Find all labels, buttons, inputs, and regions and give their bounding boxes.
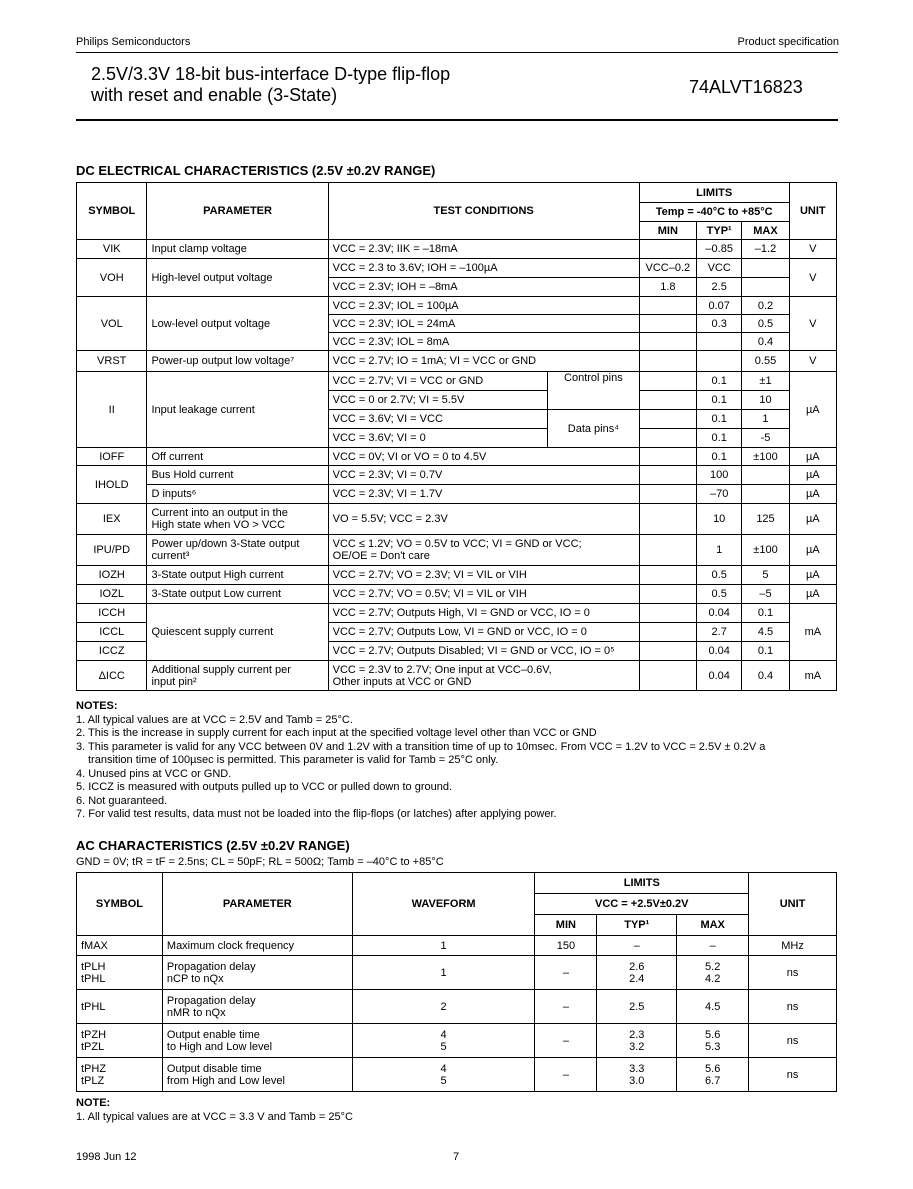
unit-cell: µA — [789, 372, 836, 448]
typ-cell: 0.04 — [697, 661, 742, 691]
typ-cell: 2.7 — [697, 623, 742, 642]
max-cell — [677, 990, 749, 1024]
dc-hdr-parameter: PARAMETER — [147, 183, 328, 240]
typ-cell: 0.1 — [697, 448, 742, 466]
header-rule-top — [76, 52, 838, 53]
parameter-cell: 3-State output High current — [147, 566, 328, 585]
max-cell — [742, 278, 789, 297]
max-cell — [677, 956, 749, 990]
table-row — [77, 535, 837, 566]
typ-cell: –70 — [697, 485, 742, 504]
symbol-cell: ΔICC — [77, 661, 147, 691]
parameter-cell — [162, 990, 352, 1024]
unit-cell: ns — [749, 990, 837, 1024]
dc-hdr-typ: TYP¹ — [697, 222, 742, 240]
parameter-line: High state when VO > VCC — [151, 519, 286, 531]
max-cell: ±100 — [742, 535, 789, 566]
unit-cell: V — [789, 351, 836, 372]
waveform-line: 1 — [440, 966, 447, 979]
waveform-cell — [352, 956, 535, 990]
condition-cell: VCC = 0 or 2.7V; VI = 5.5V — [328, 391, 547, 410]
parameter-cell: Input leakage current — [147, 372, 328, 448]
parameter-line: current³ — [151, 550, 190, 562]
max-cell — [742, 259, 789, 278]
condition-cell — [328, 661, 639, 691]
symbol-cell: VOH — [77, 259, 147, 297]
typ-cell — [597, 936, 677, 956]
unit-cell: V — [789, 259, 836, 297]
ac-hdr-vcc: VCC = +2.5V±0.2V — [535, 894, 749, 915]
symbol-cell: ICCZ — [77, 642, 147, 661]
table-row — [77, 372, 837, 391]
symbol-cell: ICCL — [77, 623, 147, 642]
min-cell — [639, 661, 696, 691]
symbol-cell: II — [77, 372, 147, 448]
condition-cell: VCC = 0V; VI or VO = 0 to 4.5V — [328, 448, 639, 466]
min-cell — [639, 240, 696, 259]
parameter-line: Current into an output in the — [151, 507, 288, 519]
max-cell: ±1 — [742, 372, 789, 391]
symbol-line: fMAX — [81, 939, 108, 952]
condition-cell: VCC = 2.3V; VI = 1.7V — [328, 485, 639, 504]
dc-hdr-unit: UNIT — [789, 183, 836, 240]
unit-cell: MHz — [749, 936, 837, 956]
dc-hdr-test-conditions: TEST CONDITIONS — [328, 183, 639, 240]
parameter-cell — [162, 956, 352, 990]
parameter-cell: 3-State output Low current — [147, 585, 328, 604]
unit-cell: µA — [789, 535, 836, 566]
parameter-line: to High and Low level — [166, 1040, 273, 1053]
min-cell — [639, 315, 696, 333]
table-row — [77, 259, 837, 278]
max-cell — [742, 485, 789, 504]
dc-hdr-max: MAX — [742, 222, 789, 240]
typ-line: 3.0 — [629, 1074, 645, 1087]
symbol-line: tPZH — [81, 1028, 107, 1041]
typ-cell — [597, 1058, 677, 1092]
unit-cell: µA — [789, 485, 836, 504]
parameter-cell: Off current — [147, 448, 328, 466]
typ-cell — [597, 990, 677, 1024]
min-cell — [639, 351, 696, 372]
condition-cell: VCC = 2.7V; Outputs Disabled; VI = GND or VCC, IO = 0⁵ — [328, 642, 639, 661]
ac-hdr-symbol: SYMBOL — [77, 873, 163, 936]
page-number: 7 — [453, 1151, 460, 1163]
parameter-cell: Power-up output low voltage⁷ — [147, 351, 328, 372]
parameter-line: Output disable time — [166, 1062, 262, 1075]
condition-cell: VCC = 2.3V; VI = 0.7V — [328, 466, 639, 485]
parameter-cell: D inputs⁶ — [147, 485, 328, 504]
symbol-cell — [77, 936, 163, 956]
max-cell: 0.2 — [742, 297, 789, 315]
dc-hdr-symbol: SYMBOL — [77, 183, 147, 240]
note-item: 6. Not guaranteed. — [76, 794, 168, 807]
condition-cell: VCC = 2.3 to 3.6V; IOH = –100µA — [328, 259, 639, 278]
parameter-cell — [162, 1024, 352, 1058]
parameter-cell: Low-level output voltage — [147, 297, 328, 351]
parameter-line: Propagation delay — [166, 960, 256, 973]
parameter-line: Output enable time — [166, 1028, 260, 1041]
table-row — [77, 240, 837, 259]
typ-cell: 0.1 — [697, 372, 742, 391]
condition-line: VCC ≤ 1.2V; VO = 0.5V to VCC; VI = GND or VCC; — [332, 538, 582, 550]
notes-title: NOTE: — [76, 1097, 111, 1109]
waveform-line: 4 — [440, 1028, 447, 1041]
max-cell — [742, 466, 789, 485]
ac-hdr-min: MIN — [535, 915, 597, 936]
min-cell: – — [535, 1058, 597, 1092]
unit-cell: µA — [789, 504, 836, 535]
ac-hdr-limits: LIMITS — [535, 873, 749, 894]
symbol-line: tPLH — [81, 960, 106, 973]
max-line: 4.5 — [705, 1000, 721, 1013]
unit-cell: mA — [789, 661, 836, 691]
min-cell: – — [535, 956, 597, 990]
parameter-line: Power up/down 3-State output — [151, 538, 300, 550]
typ-cell — [697, 351, 742, 372]
condition-line: VCC = 2.3V to 2.7V; One input at VCC–0.6V, — [332, 663, 552, 676]
typ-line: – — [633, 939, 640, 952]
dc-notes — [76, 700, 765, 822]
parameter-line: Maximum clock frequency — [166, 939, 295, 952]
waveform-line: 5 — [440, 1074, 447, 1087]
min-cell — [639, 297, 696, 315]
symbol-line: tPLZ — [81, 1074, 105, 1087]
unit-cell: V — [789, 240, 836, 259]
typ-cell: 0.1 — [697, 391, 742, 410]
condition-cell: VCC = 2.7V; VI = VCC or GND — [328, 372, 547, 391]
unit-cell: ns — [749, 1024, 837, 1058]
min-cell — [639, 485, 696, 504]
symbol-line: tPZL — [81, 1040, 105, 1053]
symbol-cell: IPU/PD — [77, 535, 147, 566]
max-line: 5.6 — [705, 1028, 721, 1041]
max-cell: –1.2 — [742, 240, 789, 259]
condition-cell: VO = 5.5V; VCC = 2.3V — [328, 504, 639, 535]
condition-cell: VCC = 2.7V; VO = 0.5V; VI = VIL or VIH — [328, 585, 639, 604]
min-cell — [639, 391, 696, 410]
ac-hdr-parameter: PARAMETER — [162, 873, 352, 936]
symbol-cell: IOZH — [77, 566, 147, 585]
note-item: 7. For valid test results, data must not be loaded into the flip-flops (or latches) after applying power. — [76, 808, 557, 820]
unit-cell: µA — [789, 585, 836, 604]
waveform-cell — [352, 1058, 535, 1092]
condition-cell: VCC = 2.3V; IOL = 24mA — [328, 315, 639, 333]
parameter-line: Propagation delay — [166, 994, 256, 1007]
parameter-line: from High and Low level — [166, 1074, 285, 1087]
max-cell — [677, 1024, 749, 1058]
parameter-cell — [147, 661, 328, 691]
dc-hdr-temp: Temp = -40°C to +85°C — [639, 203, 789, 222]
typ-cell: 10 — [697, 504, 742, 535]
typ-cell: 0.3 — [697, 315, 742, 333]
table-row — [77, 604, 837, 623]
min-cell — [639, 466, 696, 485]
typ-cell: 2.5 — [697, 278, 742, 297]
min-cell: VCC–0.2 — [639, 259, 696, 278]
max-cell: -5 — [742, 429, 789, 448]
min-cell — [639, 333, 696, 351]
waveform-line: 2 — [440, 1000, 447, 1013]
symbol-cell: IOFF — [77, 448, 147, 466]
max-cell — [677, 936, 749, 956]
max-cell: 4.5 — [742, 623, 789, 642]
table-row — [77, 585, 837, 604]
ac-hdr-max: MAX — [677, 915, 749, 936]
min-cell — [639, 535, 696, 566]
min-cell — [639, 642, 696, 661]
table-row — [77, 466, 837, 485]
symbol-cell: VRST — [77, 351, 147, 372]
min-cell — [639, 566, 696, 585]
typ-cell: 0.1 — [697, 429, 742, 448]
condition-cell: VCC = 2.7V; Outputs Low, VI = GND or VCC, IO = 0 — [328, 623, 639, 642]
typ-cell: 100 — [697, 466, 742, 485]
unit-cell: µA — [789, 566, 836, 585]
min-cell — [639, 372, 696, 391]
note-item: 2. This is the increase in supply current for each input at the specified voltage level other than VCC or GND — [76, 727, 597, 739]
max-cell: 1 — [742, 410, 789, 429]
parameter-cell — [162, 1058, 352, 1092]
min-cell — [639, 410, 696, 429]
parameter-cell: Input clamp voltage — [147, 240, 328, 259]
condition-cell: VCC = 2.3V; IOL = 8mA — [328, 333, 639, 351]
unit-cell: ns — [749, 1058, 837, 1092]
company-name: Philips Semiconductors — [76, 36, 191, 48]
parameter-cell: Quiescent supply current — [147, 604, 328, 661]
waveform-cell — [352, 1024, 535, 1058]
condition-cell: VCC = 2.7V; Outputs High, VI = GND or VCC, IO = 0 — [328, 604, 639, 623]
note-item: 3. This parameter is valid for any VCC between 0V and 1.2V with a transition time of up to 10msec. From VCC = 1.2V to VCC = 2.5V ± 0.2V a — [76, 740, 766, 753]
max-cell: 0.5 — [742, 315, 789, 333]
symbol-cell — [77, 1024, 163, 1058]
typ-cell: 0.5 — [697, 585, 742, 604]
pins-cell: Data pins⁴ — [548, 410, 640, 448]
max-line: 5.6 — [705, 1062, 721, 1075]
max-line: 5.3 — [705, 1040, 721, 1053]
ac-section-title: AC CHARACTERISTICS (2.5V ±0.2V RANGE) — [76, 838, 350, 853]
symbol-cell: IEX — [77, 504, 147, 535]
waveform-cell — [352, 990, 535, 1024]
parameter-cell — [162, 936, 352, 956]
min-cell — [639, 448, 696, 466]
typ-line: 3.2 — [629, 1040, 645, 1053]
max-line: 6.7 — [705, 1074, 721, 1087]
max-cell: 0.1 — [742, 642, 789, 661]
waveform-line: 1 — [440, 939, 447, 952]
ac-characteristics-table — [76, 872, 837, 1092]
typ-cell — [597, 1024, 677, 1058]
symbol-cell — [77, 956, 163, 990]
dc-hdr-limits: LIMITS — [639, 183, 789, 203]
min-cell: 150 — [535, 936, 597, 956]
min-cell — [639, 623, 696, 642]
parameter-cell: High-level output voltage — [147, 259, 328, 297]
table-row — [77, 936, 837, 956]
typ-cell: 0.5 — [697, 566, 742, 585]
parameter-cell — [147, 535, 328, 566]
max-line: 4.2 — [705, 972, 721, 985]
doc-type: Product specification — [737, 36, 839, 48]
dc-characteristics-table — [76, 182, 837, 691]
typ-cell: 1 — [697, 535, 742, 566]
waveform-cell — [352, 936, 535, 956]
min-cell — [639, 585, 696, 604]
typ-cell: 0.07 — [697, 297, 742, 315]
min-cell — [639, 604, 696, 623]
header-rule-bottom — [76, 119, 838, 121]
table-row — [77, 485, 837, 504]
table-row — [77, 297, 837, 315]
unit-cell: µA — [789, 448, 836, 466]
symbol-cell: VIK — [77, 240, 147, 259]
parameter-line: nMR to nQx — [166, 1006, 226, 1019]
table-row — [77, 448, 837, 466]
ac-conditions: GND = 0V; tR = tF = 2.5ns; CL = 50pF; RL = 500Ω; Tamb = –40°C to +85°C — [76, 856, 444, 868]
condition-line: OE/OE = Don't care — [332, 550, 430, 562]
typ-cell: 0.04 — [697, 642, 742, 661]
ac-hdr-waveform: WAVEFORM — [352, 873, 535, 936]
title-line-1: 2.5V/3.3V 18-bit bus-interface D-type flip-flop — [91, 64, 451, 84]
dc-hdr-min: MIN — [639, 222, 696, 240]
max-cell: –5 — [742, 585, 789, 604]
pins-cell: Control pins — [548, 372, 640, 410]
max-line: – — [709, 939, 716, 952]
typ-cell — [697, 333, 742, 351]
condition-cell: VCC = 2.7V; VO = 2.3V; VI = VIL or VIH — [328, 566, 639, 585]
unit-cell: ns — [749, 956, 837, 990]
note-item: 1. All typical values are at VCC = 3.3 V and Tamb = 25°C — [76, 1110, 353, 1123]
title-line-2: with reset and enable (3-State) — [91, 85, 338, 105]
table-row — [77, 1024, 837, 1058]
table-row — [77, 566, 837, 585]
min-cell: – — [535, 1024, 597, 1058]
note-item: 4. Unused pins at VCC or GND. — [76, 767, 232, 780]
condition-cell — [328, 535, 639, 566]
typ-line: 2.3 — [629, 1028, 645, 1041]
max-line: 5.2 — [705, 960, 721, 973]
typ-line: 3.3 — [629, 1062, 645, 1075]
table-row — [77, 351, 837, 372]
typ-cell: 0.04 — [697, 604, 742, 623]
parameter-cell — [147, 504, 328, 535]
condition-cell: VCC = 3.6V; VI = VCC — [328, 410, 547, 429]
condition-cell: VCC = 2.3V; IIK = –18mA — [328, 240, 639, 259]
condition-cell: VCC = 2.3V; IOH = –8mA — [328, 278, 639, 297]
table-row — [77, 661, 837, 691]
note-item: transition time of 100µsec is permitted. This parameter is valid for Tamb = 25°C only. — [88, 754, 499, 766]
symbol-line: tPHL — [81, 972, 106, 985]
max-cell: ±100 — [742, 448, 789, 466]
table-row — [77, 956, 837, 990]
max-cell: 10 — [742, 391, 789, 410]
max-cell: 0.55 — [742, 351, 789, 372]
parameter-line: Additional supply current per — [151, 663, 291, 676]
typ-cell — [597, 956, 677, 990]
max-cell: 0.4 — [742, 333, 789, 351]
ac-hdr-unit: UNIT — [749, 873, 837, 936]
parameter-line: input pin² — [151, 675, 197, 688]
typ-cell: –0.85 — [697, 240, 742, 259]
waveform-line: 5 — [440, 1040, 447, 1053]
ac-hdr-typ: TYP¹ — [597, 915, 677, 936]
footer-date: 1998 Jun 12 — [76, 1151, 137, 1163]
max-cell: 5 — [742, 566, 789, 585]
typ-cell: VCC — [697, 259, 742, 278]
part-number: 74ALVT16823 — [689, 77, 803, 97]
page-title — [91, 64, 450, 106]
condition-cell: VCC = 2.7V; IO = 1mA; VI = VCC or GND — [328, 351, 639, 372]
unit-cell: mA — [789, 604, 836, 661]
max-cell: 125 — [742, 504, 789, 535]
parameter-cell: Bus Hold current — [147, 466, 328, 485]
notes-title: NOTES: — [76, 700, 118, 712]
max-cell: 0.4 — [742, 661, 789, 691]
condition-cell: VCC = 3.6V; VI = 0 — [328, 429, 547, 448]
symbol-cell: IHOLD — [77, 466, 147, 504]
typ-line: 2.4 — [629, 972, 645, 985]
waveform-line: 4 — [440, 1062, 447, 1075]
typ-cell: 0.1 — [697, 410, 742, 429]
unit-cell: µA — [789, 466, 836, 485]
dc-section-title: DC ELECTRICAL CHARACTERISTICS (2.5V ±0.2V RANGE) — [76, 163, 436, 178]
max-cell — [677, 1058, 749, 1092]
table-row — [77, 990, 837, 1024]
table-row — [77, 504, 837, 535]
min-cell: – — [535, 990, 597, 1024]
symbol-line: tPHL — [81, 1000, 106, 1013]
symbol-cell: ICCH — [77, 604, 147, 623]
symbol-cell: IOZL — [77, 585, 147, 604]
note-item: 1. All typical values are at VCC = 2.5V and Tamb = 25°C. — [76, 713, 353, 726]
symbol-cell — [77, 1058, 163, 1092]
typ-line: 2.6 — [629, 960, 645, 973]
min-cell — [639, 429, 696, 448]
typ-line: 2.5 — [629, 1000, 645, 1013]
symbol-line: tPHZ — [81, 1062, 107, 1075]
min-cell — [639, 504, 696, 535]
max-cell: 0.1 — [742, 604, 789, 623]
note-item: 5. ICCZ is measured with outputs pulled up to VCC or pulled down to ground. — [76, 781, 453, 793]
symbol-cell — [77, 990, 163, 1024]
symbol-cell: VOL — [77, 297, 147, 351]
ac-notes — [76, 1097, 353, 1124]
min-cell: 1.8 — [639, 278, 696, 297]
table-row — [77, 1058, 837, 1092]
condition-line: Other inputs at VCC or GND — [332, 675, 472, 688]
condition-cell: VCC = 2.3V; IOL = 100µA — [328, 297, 639, 315]
parameter-line: nCP to nQx — [166, 972, 224, 985]
unit-cell: V — [789, 297, 836, 351]
